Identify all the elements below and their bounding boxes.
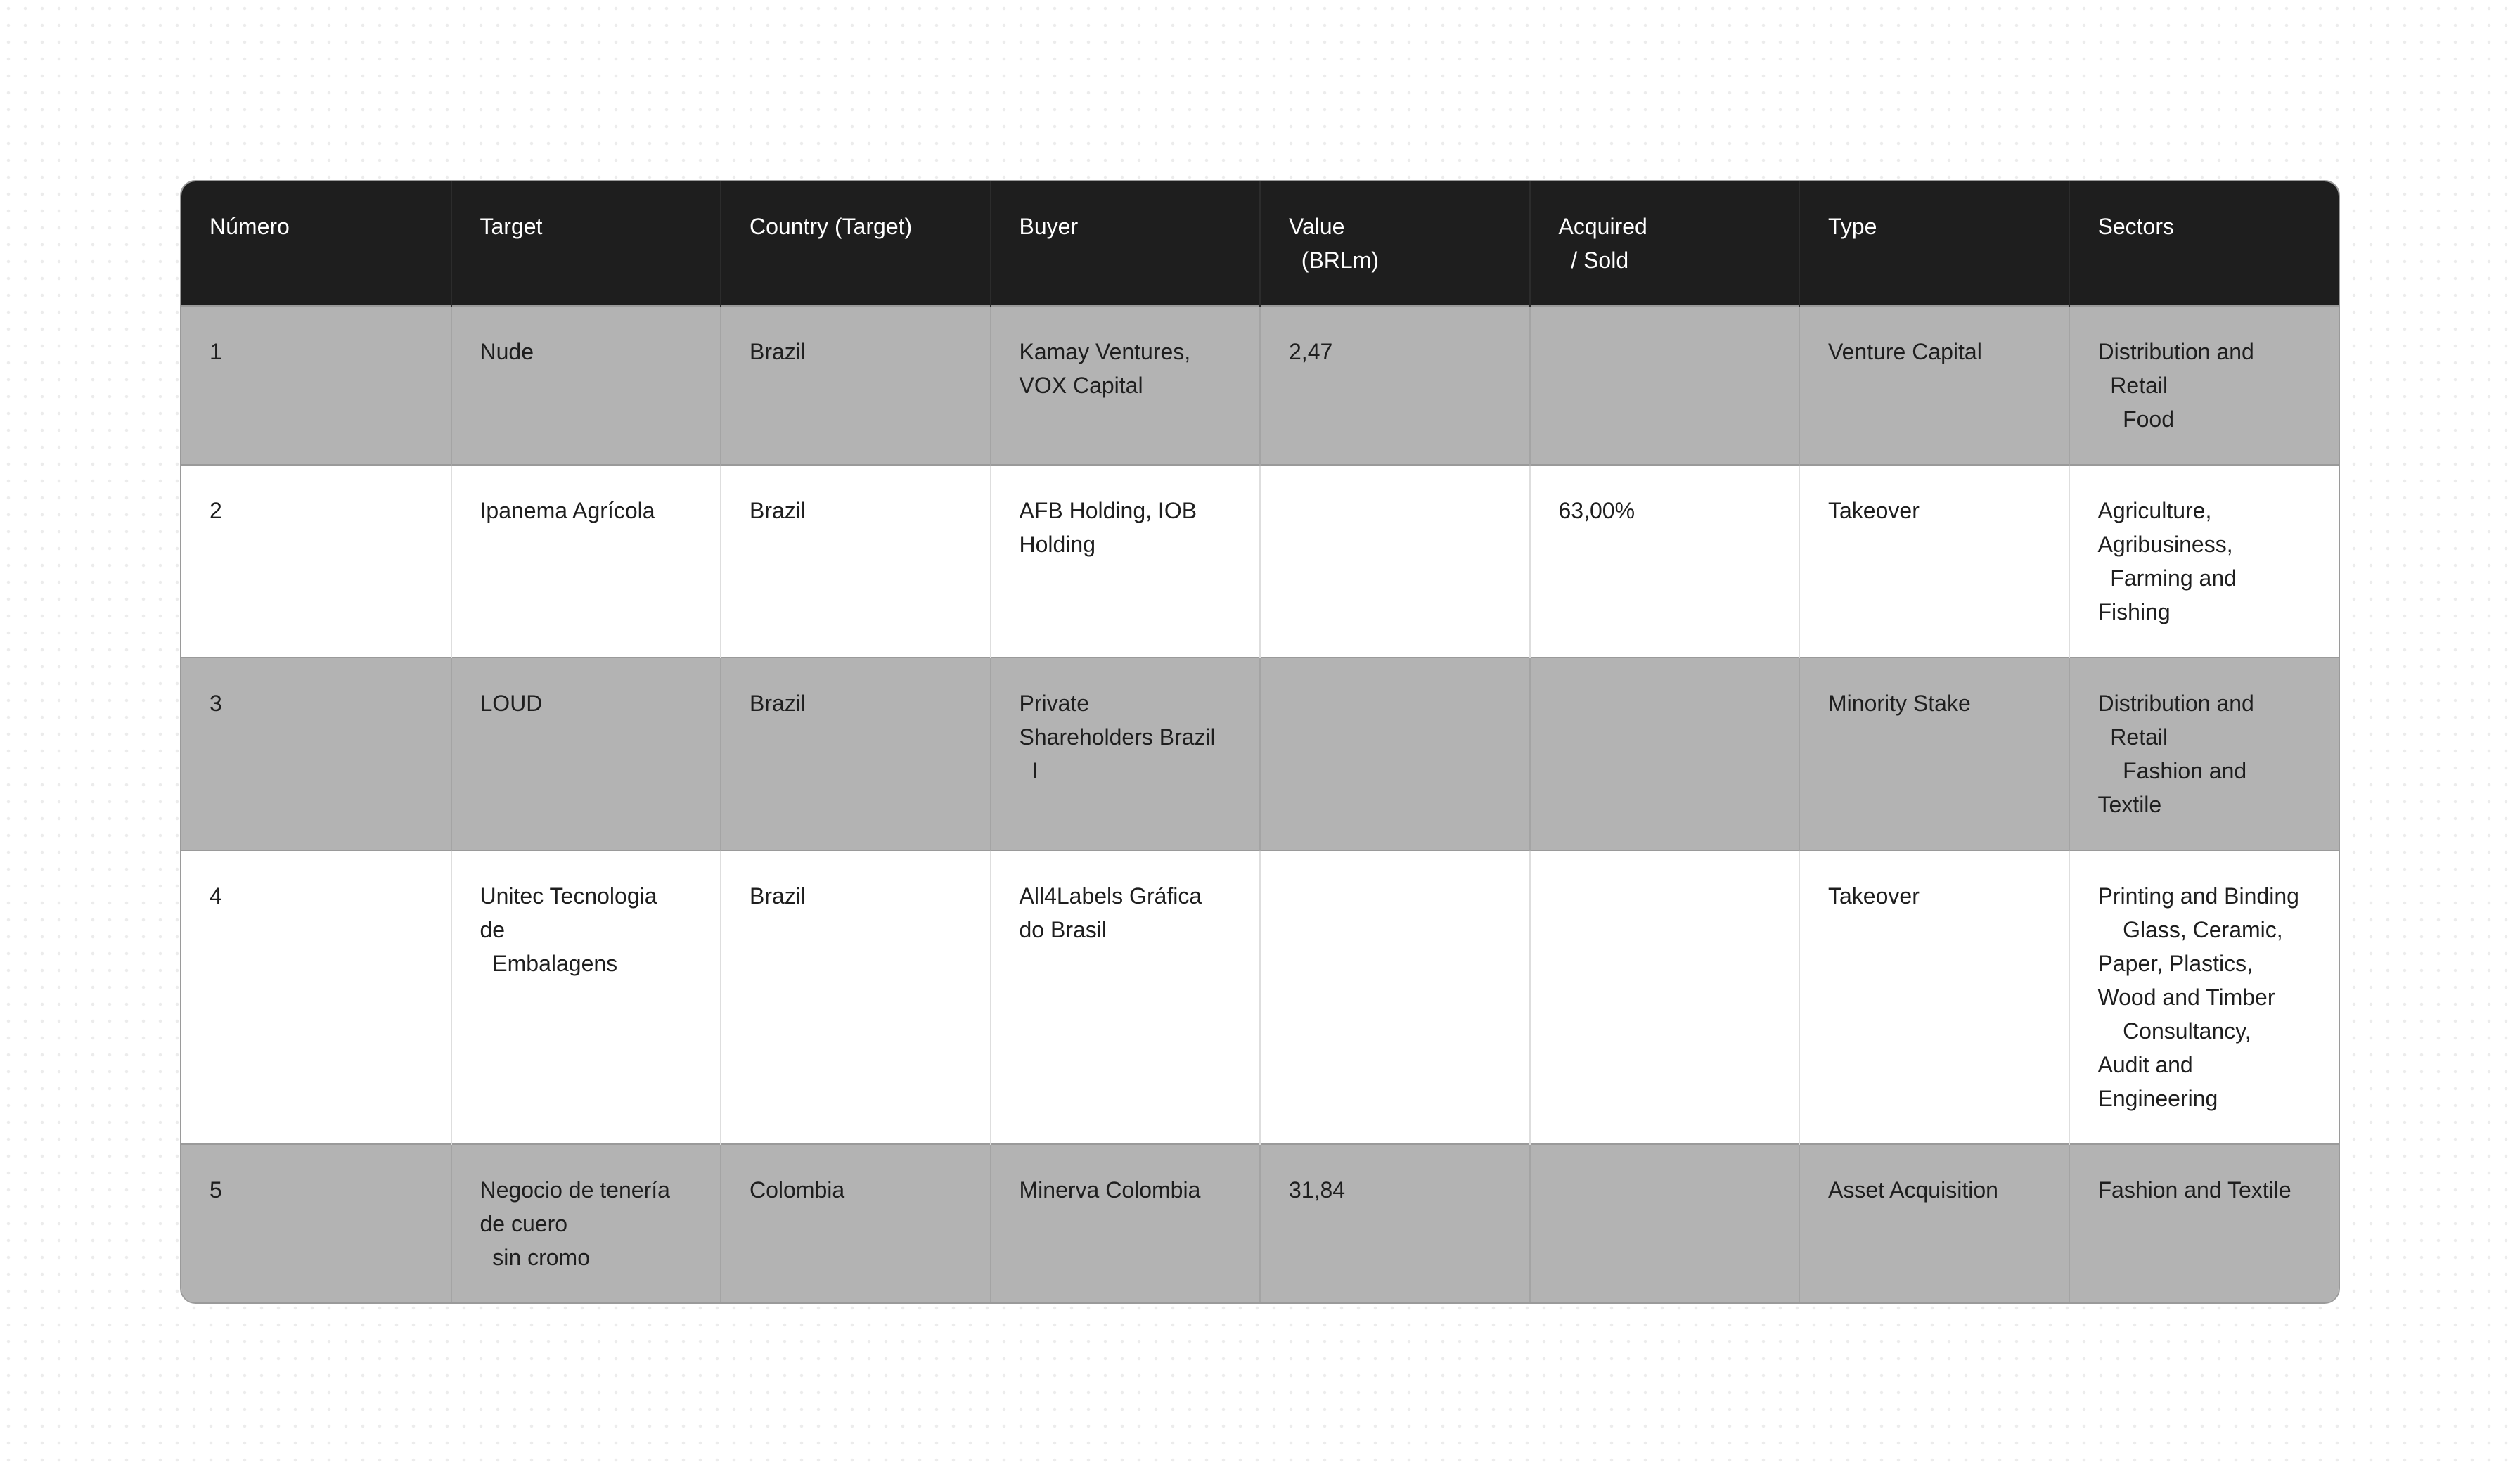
cell-value: 31,84 (1260, 1144, 1530, 1302)
cell-type: Venture Capital (1799, 306, 2069, 465)
header-type: Type (1799, 181, 2069, 306)
header-numero: Número (181, 181, 451, 306)
header-target: Target (451, 181, 721, 306)
table-header (181, 181, 2339, 306)
cell-type: Asset Acquisition (1799, 1144, 2069, 1302)
cell-buyer: Private Shareholders Brazil I (991, 658, 1261, 850)
cell-sectors: Printing and Binding Glass, Ceramic, Paper, Plastics, Wood and Timber Consultancy, Audit and Engineering (2069, 850, 2339, 1144)
header-acquired-sold: Acquired / Sold (1530, 181, 1800, 306)
cell-value (1260, 850, 1530, 1144)
cell-target: Ipanema Agrícola (451, 465, 721, 658)
header-buyer: Buyer (991, 181, 1261, 306)
cell-sectors: Distribution and Retail Fashion and Textile (2069, 658, 2339, 850)
table-row (181, 1144, 2339, 1302)
header-row (181, 181, 2339, 306)
cell-sectors: Distribution and Retail Food (2069, 306, 2339, 465)
cell-country: Brazil (721, 658, 991, 850)
cell-target: Unitec Tecnologia de Embalagens (451, 850, 721, 1144)
cell-target: Negocio de tenería de cuero sin cromo (451, 1144, 721, 1302)
cell-acquired-sold (1530, 1144, 1800, 1302)
cell-target: Nude (451, 306, 721, 465)
cell-buyer: Minerva Colombia (991, 1144, 1261, 1302)
cell-sectors: Agriculture, Agribusiness, Farming and Fishing (2069, 465, 2339, 658)
cell-numero: 4 (181, 850, 451, 1144)
deals-table-container (180, 180, 2340, 1304)
header-country: Country (Target) (721, 181, 991, 306)
cell-value (1260, 465, 1530, 658)
cell-buyer: AFB Holding, IOB Holding (991, 465, 1261, 658)
table-row (181, 306, 2339, 465)
table-row (181, 658, 2339, 850)
cell-value (1260, 658, 1530, 850)
cell-acquired-sold (1530, 306, 1800, 465)
header-sectors: Sectors (2069, 181, 2339, 306)
cell-type: Minority Stake (1799, 658, 2069, 850)
cell-numero: 5 (181, 1144, 451, 1302)
cell-country: Brazil (721, 306, 991, 465)
table-row (181, 465, 2339, 658)
cell-acquired-sold (1530, 658, 1800, 850)
table-row (181, 850, 2339, 1144)
cell-acquired-sold: 63,00% (1530, 465, 1800, 658)
cell-value: 2,47 (1260, 306, 1530, 465)
deals-table (181, 181, 2339, 1302)
header-value: Value (BRLm) (1260, 181, 1530, 306)
cell-sectors: Fashion and Textile (2069, 1144, 2339, 1302)
cell-country: Colombia (721, 1144, 991, 1302)
cell-country: Brazil (721, 465, 991, 658)
cell-buyer: Kamay Ventures, VOX Capital (991, 306, 1261, 465)
cell-acquired-sold (1530, 850, 1800, 1144)
cell-numero: 1 (181, 306, 451, 465)
cell-type: Takeover (1799, 850, 2069, 1144)
cell-country: Brazil (721, 850, 991, 1144)
cell-numero: 3 (181, 658, 451, 850)
cell-target: LOUD (451, 658, 721, 850)
table-body (181, 306, 2339, 1302)
cell-numero: 2 (181, 465, 451, 658)
cell-type: Takeover (1799, 465, 2069, 658)
cell-buyer: All4Labels Gráfica do Brasil (991, 850, 1261, 1144)
